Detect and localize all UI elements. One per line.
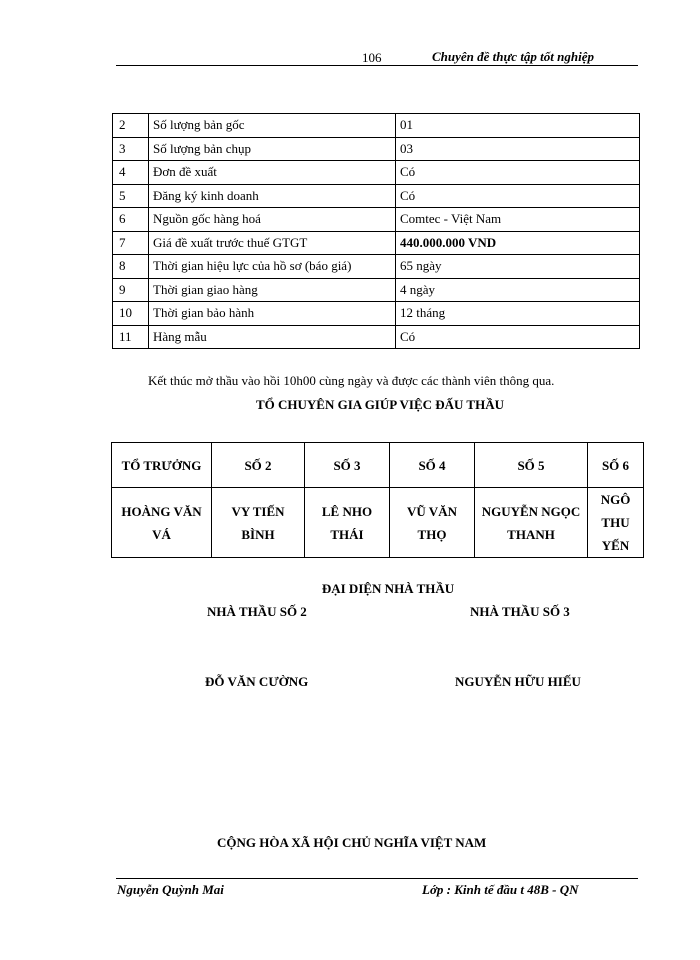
row-number: 7 [113,231,149,255]
bid-info-table [112,113,640,349]
committee-member-name: NGUYỄN NGỌC THANH [475,488,588,558]
row-item: Hàng mẫu [149,325,396,349]
row-value: 4 ngày [396,278,640,302]
committee-header-row [112,443,644,488]
committee-header-cell: SỐ 3 [305,443,390,488]
committee-title: TỔ CHUYÊN GIA GIÚP VIỆC ĐẤU THẦU [255,397,504,412]
footer-divider [116,878,638,879]
table-row [113,208,640,232]
closing-paragraph: Kết thúc mở thầu vào hồi 10h00 cùng ngày và được các thành viên thông qua. [148,373,555,388]
footer-author: Nguyễn Quỳnh Mai [117,882,224,897]
row-value: 12 tháng [396,302,640,326]
row-number: 9 [113,278,149,302]
representatives-title: ĐẠI DIỆN NHÀ THẦU [321,581,455,596]
committee-member-name: HOÀNG VĂN VÁ [112,488,212,558]
row-number: 3 [113,137,149,161]
table-row [113,302,640,326]
row-number: 6 [113,208,149,232]
committee-header-cell: SỐ 6 [588,443,644,488]
row-item: Thời gian hiệu lực của hồ sơ (báo giá) [149,255,396,279]
table-row [113,114,640,138]
table-row [113,161,640,185]
table-row [113,231,640,255]
committee-table [111,442,644,558]
table-row [113,137,640,161]
row-value: 440.000.000 VND [396,231,640,255]
row-value: 01 [396,114,640,138]
row-number: 2 [113,114,149,138]
row-number: 4 [113,161,149,185]
footer-class: Lớp : Kinh tế đầu t 48B - QN [422,882,579,897]
row-value: Có [396,161,640,185]
row-item: Nguồn gốc hàng hoá [149,208,396,232]
committee-names-row [112,488,644,558]
row-value: Có [396,184,640,208]
page-number: 106 [362,50,382,65]
row-value: Comtec - Việt Nam [396,208,640,232]
committee-header-cell: TỔ TRƯỞNG [112,443,212,488]
row-item: Số lượng bản chụp [149,137,396,161]
row-value: 65 ngày [396,255,640,279]
table-row [113,325,640,349]
row-item: Thời gian giao hàng [149,278,396,302]
header-divider [116,65,638,66]
row-item: Đơn đề xuất [149,161,396,185]
row-number: 11 [113,325,149,349]
row-number: 10 [113,302,149,326]
committee-header-cell: SỐ 2 [212,443,305,488]
row-number: 8 [113,255,149,279]
table-row [113,255,640,279]
contractor-2-label: NHÀ THẦU SỐ 2 [207,604,307,619]
committee-header-cell: SỐ 4 [390,443,475,488]
table-row [113,278,640,302]
committee-header-cell: SỐ 5 [475,443,588,488]
committee-member-name: VY TIẾN BÌNH [212,488,305,558]
table-row [113,184,640,208]
committee-member-name: VŨ VĂN THỌ [390,488,475,558]
row-value: Có [396,325,640,349]
row-item: Đăng ký kinh doanh [149,184,396,208]
header-title: Chuyên đề thực tập tốt nghiệp [432,49,594,64]
contractor-2-signer: ĐỖ VĂN CƯỜNG [205,674,309,689]
committee-member-name: NGÔ THU YẾN [588,488,644,558]
row-item: Giá đề xuất trước thuế GTGT [149,231,396,255]
row-number: 5 [113,184,149,208]
row-value: 03 [396,137,640,161]
committee-member-name: LÊ NHO THÁI [305,488,390,558]
contractor-3-label: NHÀ THẦU SỐ 3 [470,604,570,619]
row-item: Số lượng bản gốc [149,114,396,138]
row-item: Thời gian bảo hành [149,302,396,326]
contractor-3-signer: NGUYỄN HỮU HIẾU [455,674,581,689]
republic-heading: CỘNG HÒA XÃ HỘI CHỦ NGHĨA VIỆT NAM [217,835,487,850]
